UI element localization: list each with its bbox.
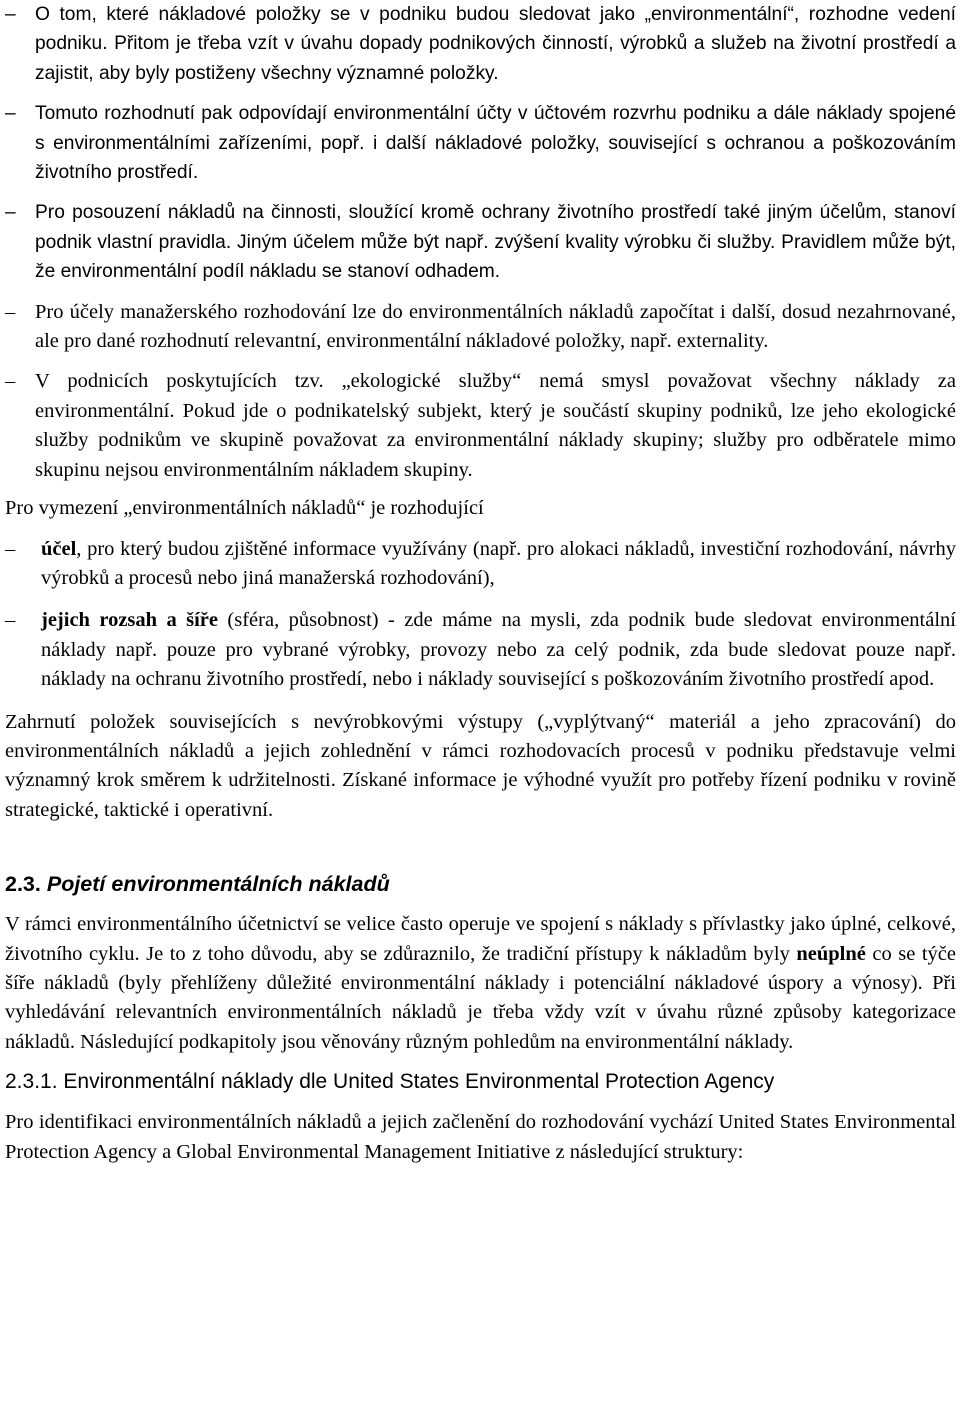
section-heading bbox=[5, 869, 956, 899]
bold-term: jejich rozsah a šíře bbox=[41, 609, 219, 632]
bullet-text: Pro posouzení nákladů na činnosti, sloužící kromě ochrany životního prostředí také jiným účelům, stanoví podnik vlastní pravidla. Jiným účelem může být např. zvýšení kvality výrobku či služby. Pravidlem může být, že environmentální podíl nákladu se stanoví odhadem. bbox=[35, 202, 956, 283]
bullet-item bbox=[5, 298, 956, 357]
bullet-text: V podnicích poskytujících tzv. „ekologické služby“ nemá smysl považovat všechny náklady za environmentální. Pokud jde o podnikatelský subjekt, který je součástí skupiny podniků, lze jeho ekologické služby podnikům ve skupině považovat za environmentální náklady skupiny; služby pro odběratele mimo skupinu nejsou environmentálním nákladem skupiny. bbox=[35, 370, 956, 481]
bullet-text: Tomuto rozhodnutí pak odpovídají environmentální účty v účtovém rozvrhu podniku a dále náklady spojené s environmentálními zařízeními, popř. i další nákladové položky, související s ochranou a poškozováním životního prostředí. bbox=[35, 103, 956, 184]
paragraph-identifikace: Pro identifikaci environmentálních nákladů a jejich začlenění do rozhodování vychází United States Environmental Protection Agency a Global Environmental Management Initiative z následující struktury: bbox=[5, 1111, 956, 1163]
dash-bullet: – bbox=[5, 4, 16, 25]
subsection-title: Environmentální náklady dle United States Environmental Protection Agency bbox=[63, 1070, 775, 1094]
paragraph-ramec bbox=[5, 910, 956, 1057]
dash-bullet: – bbox=[5, 103, 16, 125]
bullet-text: O tom, které nákladové položky se v podniku budou sledovat jako „environmentální“, rozhodne vedení podniku. Přitom je třeba vzít v úvahu dopady podnikových činností, výrobků a služeb na životní prostředí a zajistit, aby byly postiženy všechny významné položky. bbox=[35, 4, 956, 84]
bullet-text: Pro účely manažerského rozhodování lze do environmentálních nákladů započítat i další, dosud nezahrnované, ale pro dané rozhodnutí relevantní, environmentální nákladové položky, např. externality. bbox=[35, 300, 956, 353]
bold-term: neúplné bbox=[796, 942, 866, 965]
bullet-item bbox=[5, 606, 956, 694]
paragraph-vymezeni: Pro vymezení „environmentálních nákladů“ je rozhodující bbox=[5, 497, 484, 520]
bold-term: účel bbox=[41, 537, 77, 560]
bullet-item bbox=[5, 198, 956, 286]
section-title: Pojetí environmentálních nákladů bbox=[46, 872, 390, 897]
bullet-text: (sféra, působnost) - zde máme na mysli, zda podnik bude sledovat environmentální náklady např. pouze pro vybrané výrobky, provozy nebo za celý podnik, zda bude sledovat pouze např. náklady na ochranu životního prostředí, nebo i náklady související s poškozováním životního prostředí apod. bbox=[41, 609, 956, 691]
paragraph-text: V rámci environmentálního účetnictví se velice často operuje ve spojení s náklady s přívlastky jako úplné, celkové, životního cyklu. Je to z toho důvodu, aby se zdůraznilo, že tradiční přístupy k nákladům byly bbox=[5, 913, 956, 965]
subsection-number: 2.3.1. bbox=[5, 1070, 58, 1094]
section-number: 2.3. bbox=[5, 872, 41, 897]
bullet-item bbox=[5, 0, 956, 88]
bullet-text: , pro který budou zjištěné informace využívány (např. pro alokaci nákladů, investiční rozhodování, návrhy výrobků a procesů nebo jiná manažerská rozhodování), bbox=[41, 537, 956, 589]
bullet-item bbox=[5, 535, 956, 594]
bullet-item bbox=[5, 367, 956, 485]
dash-bullet: – bbox=[5, 537, 16, 560]
paragraph-zahrnuti: Zahrnutí položek souvisejících s nevýrobkovými výstupy („vyplýtvaný“ materiál a jeho zpracování) do environmentálních nákladů a jejich zohlednění v rámci rozhodovacích procesů v podniku představuje velmi významný krok směrem k udržitelnosti. Získané informace je výhodné využít pro potřeby řízení podniku v rovině strategické, taktické i operativní. bbox=[5, 710, 956, 821]
bullet-item bbox=[5, 99, 956, 187]
dash-bullet: – bbox=[5, 300, 16, 323]
dash-bullet: – bbox=[5, 202, 16, 224]
dash-bullet: – bbox=[5, 370, 16, 393]
dash-bullet: – bbox=[5, 609, 16, 632]
subsection-heading bbox=[5, 1067, 956, 1097]
paragraph-text: co se týče šíře nákladů (byly přehlíženy důležité environmentální náklady i potenciální nákladové úspory a výnosy). Při vyhledávání relevantních environmentálních nákladů je třeba vždy vzít v úvahu různé způsoby kategorizace nákladů. Následující podkapitoly jsou věnovány různým pohledům na environmentální náklady. bbox=[5, 942, 956, 1053]
